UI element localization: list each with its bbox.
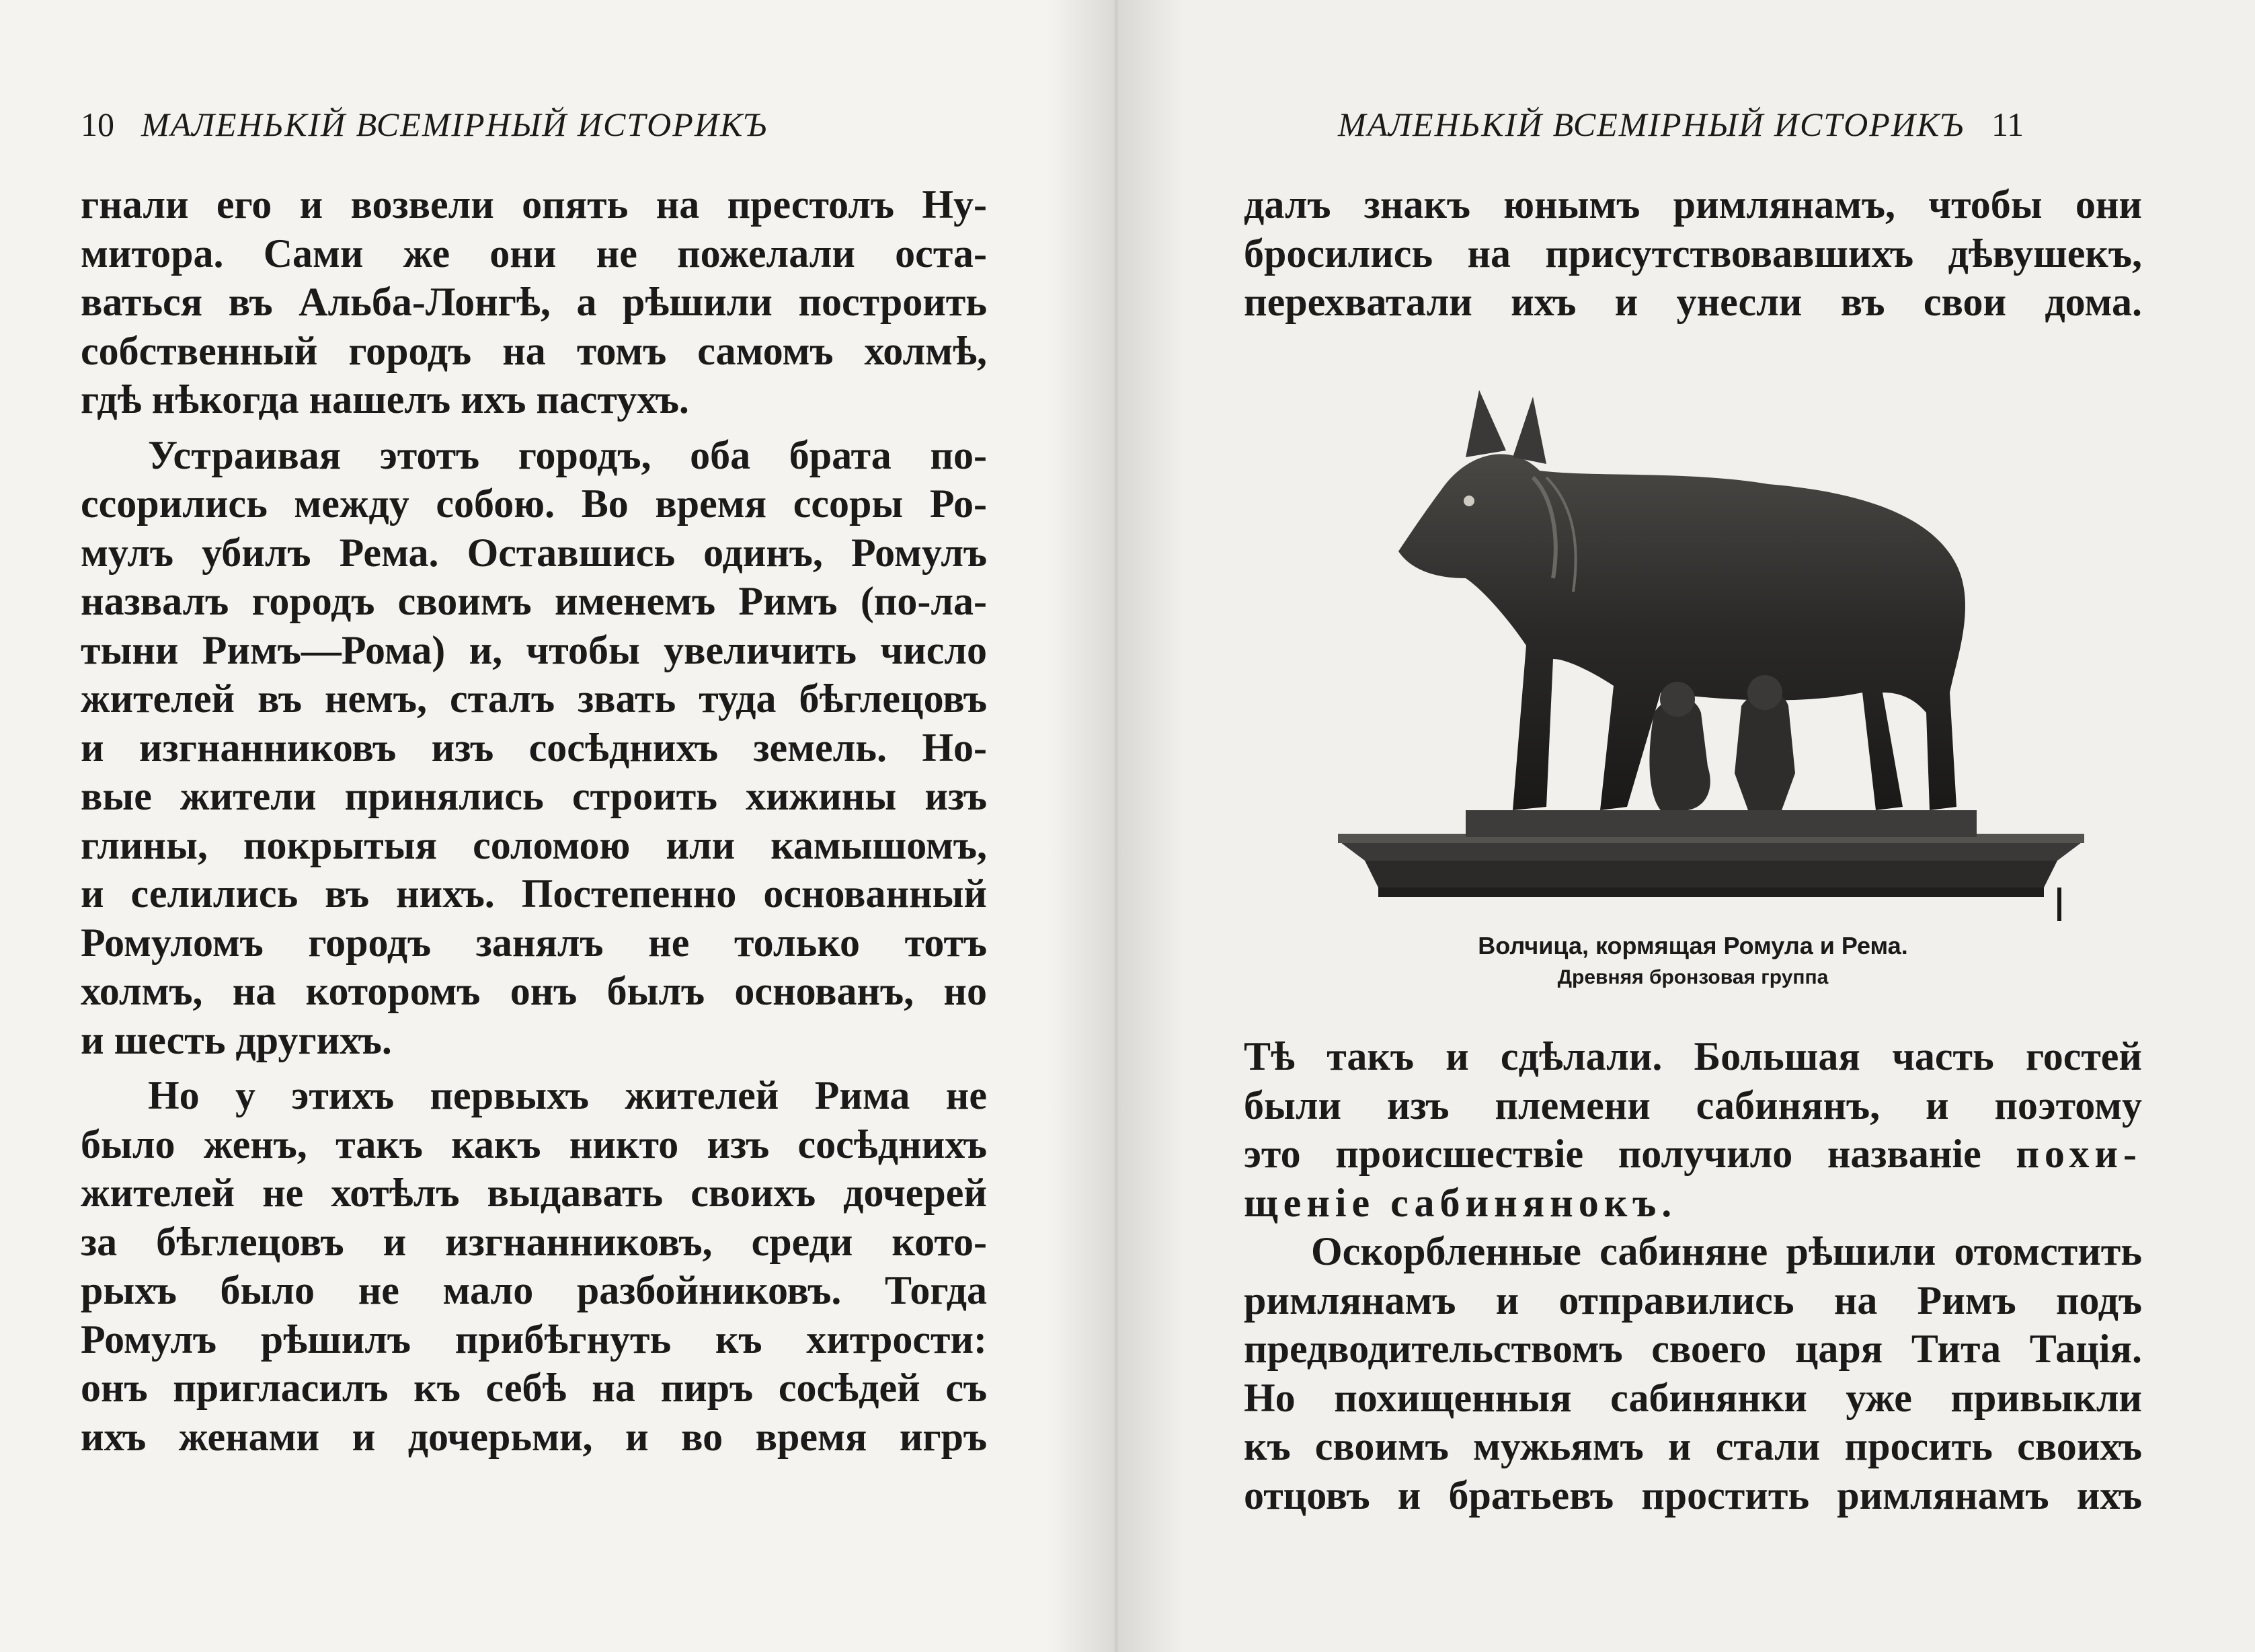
text-line: и шесть другихъ. [81,1017,392,1062]
right-running-title: МАЛЕНЬКІЙ ВСЕМІРНЫЙ ИСТОРИКЪ [1338,106,1965,143]
figure-caption: Волчица, кормящая Ромула и Рема. [1478,932,1908,959]
right-top-text [1244,180,2142,327]
left-page [0,0,1116,1652]
text-line: перехватали ихъ и унесли въ свои дома. [1244,280,2142,324]
she-wolf-illustration [1311,377,2104,921]
text-line: ваться въ Альба-Лонгѣ, а рѣшили построить [81,280,987,324]
text-line [1244,1179,2142,1228]
text-line: отцовъ и братьевъ простить римлянамъ ихъ [1244,1472,2142,1518]
text-fragment: это происшествіе получило названіе [1244,1132,1981,1176]
right-page-number: 11 [1991,106,2024,143]
right-running-head [1338,101,2138,148]
left-page-number: 10 [81,106,114,143]
text-line [1244,1130,2142,1179]
text-line: Ромуломъ городъ занялъ не только тотъ [81,920,987,965]
text-line: гдѣ нѣкогда нашелъ ихъ пастухъ. [81,377,689,422]
spaced-emphasis: щеніе сабинянокъ. [1244,1180,1677,1225]
text-line: назвалъ городъ своимъ именемъ Римъ (по-ла- [81,579,987,623]
text-line: къ своимъ мужьямъ и стали просить своихъ [1244,1424,2142,1468]
figure-subcaption: Древняя бронзовая группа [1557,966,1829,988]
text-line: мулъ убилъ Рема. Оставшись одинъ, Ромулъ [81,530,987,575]
right-page [1116,0,2255,1652]
text-line: гнали его и возвели опять на престолъ Ну- [81,182,987,227]
text-line: бросились на присутствовавшихъ дѣвушекъ, [1244,231,2142,276]
text-line: были изъ племени сабинянъ, и поэтому [1244,1083,2142,1128]
text-line: холмъ, на которомъ онъ былъ основанъ, но [81,969,987,1013]
text-line: Но похищенныя сабинянки уже привыкли [1244,1375,2142,1420]
text-line: было женъ, такъ какъ никто изъ сосѣднихъ [81,1122,987,1167]
text-line: Тѣ такъ и сдѣлали. Большая часть гостей [1244,1034,2142,1078]
text-line: далъ знакъ юнымъ римлянамъ, чтобы они [1244,182,2142,227]
spaced-emphasis: похи- [2016,1132,2142,1176]
text-line: митора. Сами же они не пожелали оста- [81,231,987,276]
text-line: ихъ женами и дочерьми, и во время игръ [81,1414,987,1459]
text-line: жителей не хотѣлъ выдавать своихъ дочерей [81,1171,987,1215]
text-line: вые жители принялись строить хижины изъ [81,774,987,818]
left-running-title: МАЛЕНЬКІЙ ВСЕМІРНЫЙ ИСТОРИКЪ [141,106,768,143]
text-line: глины, покрытыя соломою или камышомъ, [81,822,987,867]
text-line: римлянамъ и отправились на Римъ подъ [1244,1277,2142,1323]
text-line: собственный городъ на томъ самомъ холмѣ, [81,328,987,373]
text-line: Но у этихъ первыхъ жителей Рима не [148,1073,987,1117]
text-line: и изгнанниковъ изъ сосѣднихъ земель. Но- [81,725,987,770]
text-line: тыни Римъ—Рома) и, чтобы увеличить число [81,627,987,672]
text-line: онъ пригласилъ къ себѣ на пиръ сосѣдей съ [81,1366,987,1410]
text-line: Оскорбленные сабиняне рѣшили отомстить [1311,1229,2142,1273]
text-line: за бѣглецовъ и изгнанниковъ, среди кото- [81,1219,987,1264]
right-bottom-text [1244,1032,2142,1520]
text-line: ссорились между собою. Во время ссоры Ро- [81,481,987,526]
text-line: Устраивая этотъ городъ, оба брата по- [148,432,987,477]
text-line: жителей въ немъ, сталъ звать туда бѣглецовъ [81,676,987,721]
text-line: Ромулъ рѣшилъ прибѣгнуть къ хитрости: [81,1316,987,1362]
left-body-text [81,180,987,1461]
text-line: рыхъ было не мало разбойниковъ. Тогда [81,1268,987,1312]
text-line: предводительствомъ своего царя Тита Тація. [1244,1327,2142,1371]
text-line: и селились въ нихъ. Постепенно основанный [81,871,987,916]
left-running-head [81,101,1008,148]
